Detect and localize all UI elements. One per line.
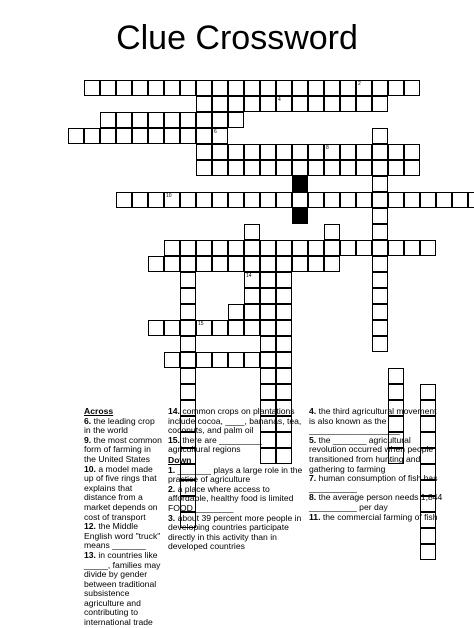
grid-cell[interactable] xyxy=(180,288,196,304)
grid-cell[interactable] xyxy=(276,304,292,320)
grid-cell[interactable] xyxy=(84,128,100,144)
grid-cell[interactable] xyxy=(324,256,340,272)
grid-cell[interactable] xyxy=(196,96,212,112)
grid-cell[interactable] xyxy=(180,240,196,256)
grid-cell[interactable] xyxy=(292,144,308,160)
clue-across-6: 6. the leading crop in the world xyxy=(84,415,155,436)
grid-cell[interactable] xyxy=(212,128,228,144)
grid-cell[interactable] xyxy=(228,192,244,208)
grid-cell[interactable] xyxy=(420,192,436,208)
grid-cell[interactable] xyxy=(180,112,196,128)
grid-cell[interactable] xyxy=(164,320,180,336)
grid-cell[interactable] xyxy=(196,352,212,368)
grid-cell[interactable] xyxy=(340,144,356,160)
grid-cell[interactable] xyxy=(324,160,340,176)
cell-number: 2 xyxy=(358,81,361,87)
grid-cell[interactable] xyxy=(324,224,340,240)
grid-cell[interactable] xyxy=(388,192,404,208)
grid-cell[interactable] xyxy=(308,96,324,112)
grid-cell[interactable] xyxy=(228,304,244,320)
cell-number: 10 xyxy=(166,193,172,199)
grid-cell[interactable] xyxy=(356,144,372,160)
grid-cell[interactable] xyxy=(388,368,404,384)
grid-cell[interactable] xyxy=(260,288,276,304)
grid-cell[interactable] xyxy=(164,80,180,96)
grid-cell[interactable] xyxy=(244,352,260,368)
grid-cell[interactable] xyxy=(180,304,196,320)
grid-cell[interactable] xyxy=(212,352,228,368)
grid-cell[interactable] xyxy=(340,160,356,176)
grid-cell[interactable] xyxy=(292,80,308,96)
grid-cell[interactable] xyxy=(420,240,436,256)
grid-cell[interactable] xyxy=(164,192,180,208)
grid-cell[interactable] xyxy=(324,144,340,160)
grid-cell[interactable] xyxy=(148,112,164,128)
clue-across-9: 9. the most common form of farming in the United States xyxy=(84,434,162,464)
grid-cell[interactable] xyxy=(420,384,436,400)
grid-cell[interactable] xyxy=(372,256,388,272)
grid-cell[interactable] xyxy=(132,80,148,96)
grid-cell[interactable] xyxy=(212,256,228,272)
grid-cell[interactable] xyxy=(196,128,212,144)
grid-cell[interactable] xyxy=(276,160,292,176)
grid-cell[interactable] xyxy=(372,80,388,96)
down-heading: Down xyxy=(168,454,192,465)
grid-cell[interactable] xyxy=(180,80,196,96)
grid-cell[interactable] xyxy=(276,368,292,384)
grid-cell[interactable] xyxy=(324,192,340,208)
grid-cell[interactable] xyxy=(100,112,116,128)
grid-cell[interactable] xyxy=(244,288,260,304)
grid-cell[interactable] xyxy=(340,80,356,96)
grid-cell[interactable] xyxy=(356,96,372,112)
clue-down-7: 7. human consumption of fish has __________ xyxy=(309,473,438,493)
grid-cell[interactable] xyxy=(276,80,292,96)
clues-column-2 xyxy=(168,407,305,552)
grid-cell[interactable] xyxy=(148,192,164,208)
grid-cell[interactable] xyxy=(276,384,292,400)
grid-cell[interactable] xyxy=(100,80,116,96)
grid-cell[interactable] xyxy=(196,240,212,256)
grid-cell[interactable] xyxy=(276,192,292,208)
grid-cell[interactable] xyxy=(212,192,228,208)
grid-cell[interactable] xyxy=(260,368,276,384)
grid-cell[interactable] xyxy=(260,336,276,352)
grid-cell[interactable] xyxy=(260,352,276,368)
grid-cell[interactable] xyxy=(276,320,292,336)
grid-cell[interactable] xyxy=(340,192,356,208)
grid-cell[interactable] xyxy=(260,384,276,400)
grid-cell[interactable] xyxy=(372,144,388,160)
grid-cell[interactable] xyxy=(372,224,388,240)
grid-cell[interactable] xyxy=(388,144,404,160)
grid-cell[interactable] xyxy=(388,384,404,400)
grid-cell[interactable] xyxy=(164,352,180,368)
grid-cell[interactable] xyxy=(116,192,132,208)
grid-cell[interactable] xyxy=(420,544,436,560)
grid-cell[interactable] xyxy=(148,80,164,96)
grid-cell[interactable] xyxy=(132,112,148,128)
grid-cell[interactable] xyxy=(260,160,276,176)
grid-cell[interactable] xyxy=(164,240,180,256)
grid-cell[interactable] xyxy=(372,96,388,112)
grid-cell[interactable] xyxy=(100,128,116,144)
grid-cell[interactable] xyxy=(212,320,228,336)
grid-cell[interactable] xyxy=(324,96,340,112)
grid-cell[interactable] xyxy=(372,192,388,208)
grid-cell[interactable] xyxy=(276,240,292,256)
grid-cell[interactable] xyxy=(260,144,276,160)
grid-cell[interactable] xyxy=(116,112,132,128)
grid-cell[interactable] xyxy=(180,256,196,272)
grid-cell[interactable] xyxy=(404,192,420,208)
grid-cell[interactable] xyxy=(356,192,372,208)
grid-cell[interactable] xyxy=(260,96,276,112)
black-cell xyxy=(292,208,308,224)
grid-cell[interactable] xyxy=(324,240,340,256)
clue-across-13: 13. in countries like _____, families may divide by gender between traditional subsistence agriculture and contributing to international trade xyxy=(84,549,161,628)
grid-cell[interactable] xyxy=(196,320,212,336)
grid-cell[interactable] xyxy=(228,96,244,112)
grid-cell[interactable] xyxy=(164,256,180,272)
grid-cell[interactable] xyxy=(228,80,244,96)
grid-cell[interactable] xyxy=(244,144,260,160)
grid-cell[interactable] xyxy=(180,352,196,368)
across-heading: Across xyxy=(84,406,114,416)
grid-cell[interactable] xyxy=(260,256,276,272)
grid-cell[interactable] xyxy=(340,240,356,256)
grid-cell[interactable] xyxy=(244,256,260,272)
clue-down-2: 2. a place where access to affordable, healthy food is limited FOOD ________ xyxy=(168,483,294,513)
grid-cell[interactable] xyxy=(292,256,308,272)
grid-cell[interactable] xyxy=(372,240,388,256)
clue-across-15: 15. there are _________ agricultural regions xyxy=(168,434,263,455)
grid-cell[interactable] xyxy=(212,160,228,176)
grid-cell[interactable] xyxy=(244,320,260,336)
grid-cell[interactable] xyxy=(164,112,180,128)
clue-down-3: 3. about 39 percent more people in developing countries participate directly in this activity than in developed countries xyxy=(168,512,302,552)
grid-cell[interactable] xyxy=(244,192,260,208)
grid-cell[interactable] xyxy=(212,80,228,96)
grid-cell[interactable] xyxy=(212,96,228,112)
grid-cell[interactable] xyxy=(276,96,292,112)
grid-cell[interactable] xyxy=(180,384,196,400)
grid-cell[interactable] xyxy=(260,80,276,96)
grid-cell[interactable] xyxy=(388,160,404,176)
grid-cell[interactable] xyxy=(84,80,100,96)
grid-cell[interactable] xyxy=(228,160,244,176)
cell-number: 14 xyxy=(246,273,252,279)
grid-cell[interactable] xyxy=(228,112,244,128)
grid-cell[interactable] xyxy=(372,304,388,320)
clues-column-3 xyxy=(309,407,444,522)
cell-number: 15 xyxy=(198,321,204,327)
grid-cell[interactable] xyxy=(356,160,372,176)
grid-cell[interactable] xyxy=(308,240,324,256)
grid-cell[interactable] xyxy=(324,80,340,96)
grid-cell[interactable] xyxy=(180,320,196,336)
grid-cell[interactable] xyxy=(308,144,324,160)
grid-cell[interactable] xyxy=(244,224,260,240)
grid-cell[interactable] xyxy=(276,288,292,304)
grid-cell[interactable] xyxy=(212,240,228,256)
grid-cell[interactable] xyxy=(196,112,212,128)
grid-cell[interactable] xyxy=(372,176,388,192)
grid-cell[interactable] xyxy=(404,144,420,160)
clue-across-10: 10. a model made up of five rings that explains that distance from a market depends on cost of transport xyxy=(84,463,158,522)
grid-cell[interactable] xyxy=(260,240,276,256)
grid-cell[interactable] xyxy=(404,160,420,176)
black-cell xyxy=(292,176,308,192)
grid-cell[interactable] xyxy=(340,96,356,112)
grid-cell[interactable] xyxy=(404,240,420,256)
grid-cell[interactable] xyxy=(372,272,388,288)
cell-number: 8 xyxy=(326,145,329,151)
grid-cell[interactable] xyxy=(132,128,148,144)
grid-cell[interactable] xyxy=(148,128,164,144)
grid-cell[interactable] xyxy=(244,96,260,112)
grid-cell[interactable] xyxy=(260,272,276,288)
grid-cell[interactable] xyxy=(292,96,308,112)
clue-down-4: 4. the third agricultural movement is also known as the ___________________ xyxy=(309,406,437,436)
grid-cell[interactable] xyxy=(276,144,292,160)
grid-cell[interactable] xyxy=(116,128,132,144)
grid-cell[interactable] xyxy=(292,192,308,208)
grid-cell[interactable] xyxy=(132,192,148,208)
grid-cell[interactable] xyxy=(180,192,196,208)
grid-cell[interactable] xyxy=(356,80,372,96)
grid-cell[interactable] xyxy=(372,320,388,336)
grid-cell[interactable] xyxy=(164,128,180,144)
grid-cell[interactable] xyxy=(212,112,228,128)
grid-cell[interactable] xyxy=(260,304,276,320)
grid-cell[interactable] xyxy=(308,256,324,272)
grid-cell[interactable] xyxy=(276,352,292,368)
grid-cell[interactable] xyxy=(180,336,196,352)
grid-cell[interactable] xyxy=(228,240,244,256)
grid-cell[interactable] xyxy=(292,160,308,176)
grid-cell[interactable] xyxy=(68,128,84,144)
grid-cell[interactable] xyxy=(388,240,404,256)
grid-cell[interactable] xyxy=(452,192,468,208)
grid-cell[interactable] xyxy=(404,80,420,96)
clue-across-12: 12. the Middle English word "truck" means _______ xyxy=(84,521,161,551)
grid-cell[interactable] xyxy=(388,80,404,96)
grid-cell[interactable] xyxy=(292,240,308,256)
grid-cell[interactable] xyxy=(228,256,244,272)
grid-cell[interactable] xyxy=(372,336,388,352)
grid-cell[interactable] xyxy=(276,336,292,352)
grid-cell[interactable] xyxy=(308,192,324,208)
grid-cell[interactable] xyxy=(244,240,260,256)
grid-cell[interactable] xyxy=(244,80,260,96)
grid-cell[interactable] xyxy=(196,192,212,208)
cell-number: 4 xyxy=(278,97,281,103)
grid-cell[interactable] xyxy=(180,368,196,384)
grid-cell[interactable] xyxy=(196,256,212,272)
grid-cell[interactable] xyxy=(372,128,388,144)
grid-cell[interactable] xyxy=(276,256,292,272)
grid-cell[interactable] xyxy=(420,528,436,544)
clue-down-1: 1. _______ plays a large role in the practice of agriculture xyxy=(168,464,303,485)
grid-cell[interactable] xyxy=(180,128,196,144)
grid-cell[interactable] xyxy=(260,320,276,336)
grid-cell[interactable] xyxy=(228,320,244,336)
grid-cell[interactable] xyxy=(148,320,164,336)
grid-cell[interactable] xyxy=(196,80,212,96)
grid-cell[interactable] xyxy=(212,144,228,160)
clues-column-1 xyxy=(84,407,162,628)
page-title: Clue Crossword xyxy=(116,19,358,57)
grid-cell[interactable] xyxy=(180,272,196,288)
grid-cell[interactable] xyxy=(308,80,324,96)
grid-cell[interactable] xyxy=(436,192,452,208)
grid-cell[interactable] xyxy=(244,304,260,320)
grid-cell[interactable] xyxy=(228,144,244,160)
clue-down-8: 8. the average person needs 1,844 __________ per day xyxy=(309,492,443,512)
grid-cell[interactable] xyxy=(372,208,388,224)
grid-cell[interactable] xyxy=(308,160,324,176)
grid-cell[interactable] xyxy=(196,160,212,176)
clue-down-5: 5. the _______ agricultural revolution occurred when people transitioned from hunting and gathering to farming xyxy=(309,434,434,474)
grid-cell[interactable] xyxy=(244,160,260,176)
grid-cell[interactable] xyxy=(372,288,388,304)
grid-cell[interactable] xyxy=(244,272,260,288)
grid-cell[interactable] xyxy=(468,192,474,208)
clue-across-14: 14. common crops on plantations include cocoa, ____, bananas, tea, coconuts, and palm oil xyxy=(168,406,302,436)
grid-cell[interactable] xyxy=(148,256,164,272)
grid-cell[interactable] xyxy=(372,160,388,176)
grid-cell[interactable] xyxy=(116,80,132,96)
grid-cell[interactable] xyxy=(196,144,212,160)
clue-down-11: 11. the commercial farming of fish xyxy=(309,511,438,522)
grid-cell[interactable] xyxy=(228,352,244,368)
grid-cell[interactable] xyxy=(276,272,292,288)
grid-cell[interactable] xyxy=(260,192,276,208)
cell-number: 6 xyxy=(214,129,217,135)
grid-cell[interactable] xyxy=(356,240,372,256)
